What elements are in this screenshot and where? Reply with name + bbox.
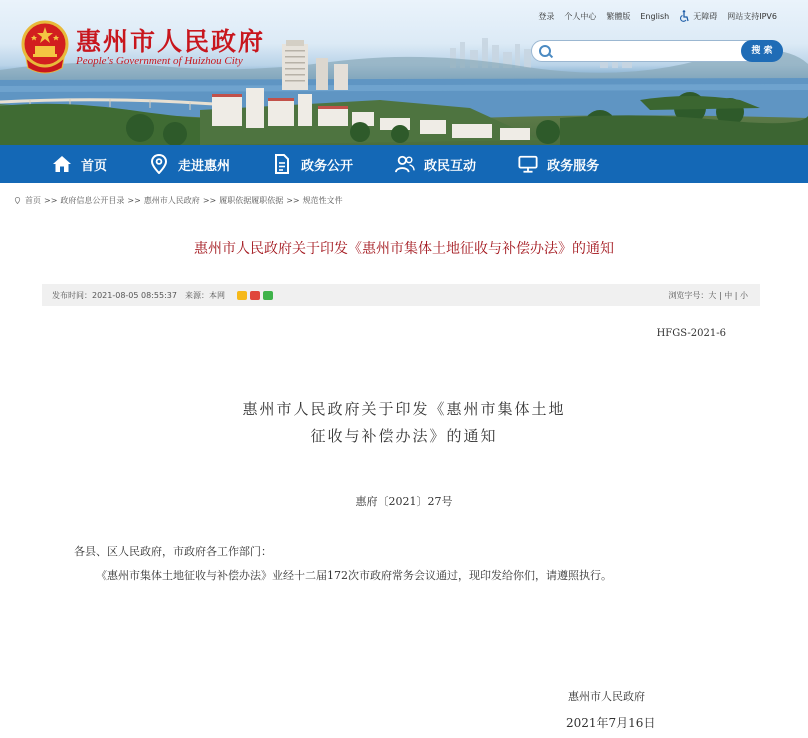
search-input[interactable] (554, 43, 738, 59)
nav-affairs-label: 政务公开 (301, 158, 354, 174)
document-heading (0, 396, 808, 450)
people-icon (395, 154, 415, 174)
article-meta-bar (42, 284, 760, 306)
document-heading-line2: 征收与补偿办法》的通知 (310, 427, 498, 445)
breadcrumb-government[interactable]: 惠州市人民政府 (143, 196, 200, 205)
signature-block (566, 684, 655, 736)
nav-government-affairs[interactable] (272, 145, 353, 183)
search-icon (539, 45, 551, 57)
nav-services[interactable] (518, 145, 599, 183)
traditional-chinese-link[interactable]: 繁體版 (606, 11, 631, 21)
share-buttons (237, 291, 273, 300)
national-emblem-icon (20, 18, 70, 76)
document-icon (272, 154, 292, 174)
document-heading-line1: 惠州市人民政府关于印发《惠州市集体土地 (242, 400, 566, 418)
addressee: 各县、区人民政府，市政府各工作部门： (74, 545, 272, 558)
english-link[interactable]: English (640, 11, 670, 21)
weibo-share-icon[interactable] (250, 291, 260, 300)
breadcrumb: 首页 >> 政府信息公开目录 >> 惠州市人民政府 >> 履职依据履职依据 >> 规范性文件 (14, 195, 343, 206)
header-banner (0, 0, 808, 145)
top-links (533, 10, 782, 22)
document-issue-number: 惠府〔2021〕27号 (355, 495, 453, 508)
nav-home-label: 首页 (81, 158, 108, 174)
search-box (531, 40, 783, 62)
font-size-switcher[interactable]: 浏览字号：大 | 中 | 小 (668, 291, 748, 300)
qzone-share-icon[interactable] (237, 291, 247, 300)
personal-center-link[interactable]: 个人中心 (564, 11, 597, 21)
nav-interaction-label: 政民互动 (424, 158, 477, 174)
site-title-english: People's Government of Huizhou City (76, 55, 243, 67)
breadcrumb-normative-docs[interactable]: 规范性文件 (302, 196, 343, 205)
login-link[interactable]: 登录 (538, 11, 555, 21)
wechat-share-icon[interactable] (263, 291, 273, 300)
site-logo[interactable] (20, 18, 265, 76)
accessibility-link[interactable] (674, 10, 722, 22)
site-title: 惠州市人民政府 (76, 27, 266, 56)
location-icon (14, 197, 21, 204)
body-paragraph: 《惠州市集体土地征收与补偿办法》业经十二届172次市政府常务会议通过，现印发给你们，请遵照执行。 (96, 569, 612, 582)
accessibility-label: 无障碍 (693, 11, 718, 21)
home-icon (52, 154, 72, 174)
source: 来源：本网 (184, 291, 225, 300)
wheelchair-icon (679, 10, 690, 22)
article-title: 惠州市人民政府关于印发《惠州市集体土地征收与补偿办法》的通知 (194, 241, 614, 257)
monitor-icon (518, 154, 538, 174)
signature-org: 惠州市人民政府 (568, 690, 645, 703)
breadcrumb-basis[interactable]: 履职依据履职依据 (219, 196, 284, 205)
nav-interaction[interactable] (395, 145, 476, 183)
breadcrumb-catalog[interactable]: 政府信息公开目录 (60, 196, 125, 205)
main-nav (0, 145, 808, 183)
nav-about-huizhou[interactable] (149, 145, 230, 183)
nav-about-label: 走进惠州 (178, 158, 231, 174)
nav-services-label: 政务服务 (547, 158, 600, 174)
document-code: HFGS-2021-6 (656, 328, 726, 339)
signature-date: 2021年7月16日 (566, 716, 656, 730)
breadcrumb-home[interactable]: 首页 (25, 196, 41, 205)
nav-home[interactable] (52, 145, 107, 183)
publish-time: 发布时间：2021-08-05 08:55:37 (52, 291, 177, 300)
search-button[interactable]: 搜 索 (741, 40, 783, 62)
document-body (74, 540, 734, 588)
location-pin-icon (149, 154, 169, 174)
ipv6-label: 网站支持IPV6 (727, 11, 777, 21)
